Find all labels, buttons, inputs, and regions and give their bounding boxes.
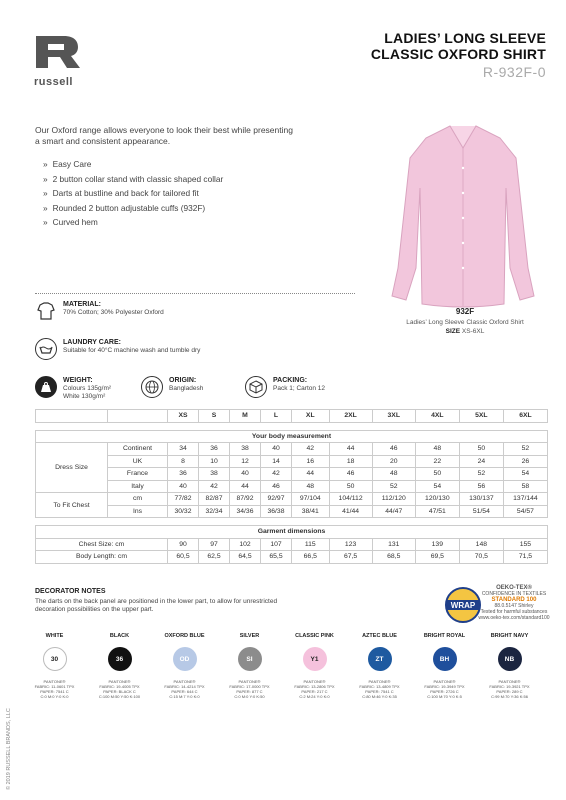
size-header: 3XL xyxy=(372,410,415,423)
table-cell: 30/32 xyxy=(168,505,199,518)
table-cell: 66,5 xyxy=(292,551,330,564)
table-cell: 148 xyxy=(459,538,503,551)
decorator-text: The darts on the back panel are positioned in the lower part, to allow for unrestricted decoration possibilities on the upper part. xyxy=(35,598,278,613)
colour-specs xyxy=(481,679,539,699)
table-cell: 112/120 xyxy=(372,493,415,506)
colour-swatch xyxy=(498,647,522,671)
colour-paper: PAPER: 877 C xyxy=(236,689,263,694)
table-cell: 87/92 xyxy=(230,493,261,506)
colour-swatch xyxy=(433,647,457,671)
table-cell: 44/47 xyxy=(372,505,415,518)
table-cell: 12 xyxy=(230,455,261,468)
table-row xyxy=(36,455,548,468)
table-cell: 42 xyxy=(261,468,292,481)
decorator-title: DECORATOR NOTES xyxy=(35,588,106,595)
weight-line1: Colours 135g/m² xyxy=(63,385,112,392)
colour-fabric: FABRIC: 19-4005 TPX xyxy=(99,684,140,689)
russell-r-logo-icon xyxy=(34,34,82,70)
colour-cmyk: C:100 M:70 Y:0 K:5 xyxy=(427,694,462,699)
colour-specs xyxy=(286,679,344,699)
colour-swatch xyxy=(43,647,67,671)
colour-paper: PAPER: 2726 C xyxy=(430,689,459,694)
row-label: Chest Size: cm xyxy=(36,538,168,551)
colour-specs xyxy=(26,679,84,699)
colour-item xyxy=(217,633,282,699)
table-cell: 40 xyxy=(261,443,292,456)
table-cell: 36/38 xyxy=(261,505,292,518)
table-cell: 44 xyxy=(292,468,330,481)
table-cell: 92/97 xyxy=(261,493,292,506)
colour-code: NB xyxy=(504,655,515,663)
table-cell: 54 xyxy=(503,468,547,481)
table-cell: 10 xyxy=(199,455,230,468)
table-cell: 60,5 xyxy=(168,551,199,564)
table-cell xyxy=(36,410,108,423)
material-head: MATERIAL: xyxy=(63,301,101,308)
colour-code: SI xyxy=(246,655,253,663)
colour-swatch xyxy=(238,647,262,671)
table-cell: 44 xyxy=(230,480,261,493)
table-cell: 139 xyxy=(415,538,459,551)
table-cell: 40 xyxy=(168,480,199,493)
table-row xyxy=(36,480,548,493)
table-cell: 38/41 xyxy=(292,505,330,518)
packing-text: Pack 1; Carton 12 xyxy=(273,385,326,392)
size-header: 5XL xyxy=(459,410,503,423)
colour-code: ZT xyxy=(375,655,384,663)
table-cell: 50 xyxy=(459,443,503,456)
table-cell: 36 xyxy=(168,468,199,481)
table-cell: 67,5 xyxy=(329,551,372,564)
table-cell: 38 xyxy=(230,443,261,456)
table-cell: 52 xyxy=(503,443,547,456)
weight-icon xyxy=(35,376,57,398)
colour-cmyk: C:99 M:70 Y:36 K:56 xyxy=(491,694,528,699)
section-row xyxy=(36,430,548,443)
size-header: XL xyxy=(292,410,330,423)
table-cell: 44 xyxy=(329,443,372,456)
colour-item xyxy=(87,633,152,699)
table-cell: 14 xyxy=(261,455,292,468)
shirt-code: 932F xyxy=(455,307,475,316)
table-cell: 52 xyxy=(459,468,503,481)
feature-item: » Curved hem xyxy=(52,215,223,230)
table-cell: 32/34 xyxy=(199,505,230,518)
table-cell: 56 xyxy=(459,480,503,493)
table-cell: 24 xyxy=(459,455,503,468)
packing-info xyxy=(245,376,325,398)
colour-item xyxy=(282,633,347,699)
colour-specs xyxy=(91,679,149,699)
size-header: 6XL xyxy=(503,410,547,423)
shirt-size xyxy=(380,328,550,335)
table-row xyxy=(36,468,548,481)
table-cell: 18 xyxy=(329,455,372,468)
colour-swatch xyxy=(303,647,327,671)
table-cell: 115 xyxy=(292,538,330,551)
row-label: UK xyxy=(108,455,168,468)
oeko-url: www.oeko-tex.com/standard100 xyxy=(478,615,550,621)
table-cell xyxy=(36,518,548,526)
size-header: L xyxy=(261,410,292,423)
table-cell: 131 xyxy=(372,538,415,551)
colour-item xyxy=(152,633,217,699)
table-cell: 104/112 xyxy=(329,493,372,506)
colour-item xyxy=(22,633,87,699)
colour-fabric: FABRIC: 14-4214 TPX xyxy=(164,684,205,689)
colour-fabric: FABRIC: 19-3921 TPX xyxy=(489,684,530,689)
table-cell: 70,5 xyxy=(459,551,503,564)
size-table xyxy=(35,409,548,564)
colour-name: OXFORD BLUE xyxy=(164,633,205,639)
table-row xyxy=(36,505,548,518)
table-cell: 16 xyxy=(292,455,330,468)
colour-name: AZTEC BLUE xyxy=(362,633,397,639)
table-row xyxy=(36,551,548,564)
table-cell: 90 xyxy=(168,538,199,551)
colour-fabric: FABRIC: 13-4809 TPX xyxy=(359,684,400,689)
origin-head: ORIGIN: xyxy=(169,377,197,384)
table-cell: 40 xyxy=(230,468,261,481)
copyright-text: © 2019 RUSSELL BRANDS, LLC xyxy=(6,708,12,790)
packing-head: PACKING: xyxy=(273,377,308,384)
row-label: Body Length: cm xyxy=(36,551,168,564)
weight-head: WEIGHT: xyxy=(63,377,93,384)
table-cell xyxy=(36,422,548,430)
table-cell: 68,5 xyxy=(372,551,415,564)
feature-item: » Rounded 2 button adjustable cuffs (932F) xyxy=(52,201,223,216)
table-cell: 48 xyxy=(372,468,415,481)
laundry-text: Suitable for 40°C machine wash and tumble dry xyxy=(63,347,201,354)
shirt-material-icon xyxy=(35,300,57,322)
table-cell: 155 xyxy=(503,538,547,551)
table-cell: 46 xyxy=(329,468,372,481)
colour-item xyxy=(477,633,542,699)
size-header: M xyxy=(230,410,261,423)
table-cell: 54/57 xyxy=(503,505,547,518)
table-cell: 107 xyxy=(261,538,292,551)
table-cell: 65,5 xyxy=(261,551,292,564)
table-cell: 48 xyxy=(292,480,330,493)
colour-pantone: PANTONE® xyxy=(368,679,391,684)
table-cell: 50 xyxy=(329,480,372,493)
colour-name: CLASSIC PINK xyxy=(295,633,334,639)
row-label: cm xyxy=(108,493,168,506)
colour-code: OD xyxy=(179,655,190,663)
colour-paper: PAPER: 7541 C xyxy=(365,689,394,694)
table-cell: 120/130 xyxy=(415,493,459,506)
table-cell: 54 xyxy=(415,480,459,493)
size-range: XS-6XL xyxy=(461,328,485,335)
laundry-info xyxy=(35,338,200,360)
table-cell: 34/36 xyxy=(230,505,261,518)
table-row xyxy=(36,538,548,551)
brand-wordmark: russell xyxy=(34,76,73,88)
colour-code: 36 xyxy=(115,655,124,663)
oeko-tex-badge xyxy=(478,585,550,621)
table-gap xyxy=(36,518,548,526)
table-cell: 22 xyxy=(415,455,459,468)
colour-specs xyxy=(351,679,409,699)
colour-swatch xyxy=(108,647,132,671)
wash-icon xyxy=(35,338,57,360)
product-code: R-932F-0 xyxy=(482,64,546,80)
table-cell: 130/137 xyxy=(459,493,503,506)
colour-code: 30 xyxy=(50,655,59,663)
table-cell: 64,5 xyxy=(230,551,261,564)
table-cell: 26 xyxy=(503,455,547,468)
colour-name: WHITE xyxy=(45,633,64,639)
table-cell: 34 xyxy=(168,443,199,456)
intro-text: Our Oxford range allows everyone to look their best while presenting a smart and consistent appearance. xyxy=(35,125,293,146)
table-cell: 71,5 xyxy=(503,551,547,564)
table-cell: 8 xyxy=(168,455,199,468)
colour-pantone: PANTONE® xyxy=(173,679,196,684)
material-text: 70% Cotton; 30% Polyester Oxford xyxy=(63,309,164,316)
origin-text: Bangladesh xyxy=(169,385,204,392)
colour-specs xyxy=(156,679,214,699)
table-cell: 51/54 xyxy=(459,505,503,518)
table-cell: 82/87 xyxy=(199,493,230,506)
oeko-sub: CONFIDENCE IN TEXTILES xyxy=(481,591,547,597)
colour-pantone: PANTONE® xyxy=(433,679,456,684)
section-row xyxy=(36,526,548,539)
table-row xyxy=(36,443,548,456)
colour-fabric: FABRIC: 11-0601 TPX xyxy=(34,684,75,689)
colour-paper: PAPER: 217 C xyxy=(301,689,328,694)
table-cell xyxy=(108,410,168,423)
colour-paper: PAPER: 289 C xyxy=(496,689,523,694)
table-cell: 42 xyxy=(292,443,330,456)
chest-label: To Fit Chest xyxy=(36,493,108,518)
shirt-name: Ladies’ Long Sleeve Classic Oxford Shirt xyxy=(406,319,524,326)
table-gap xyxy=(36,422,548,430)
table-cell: 36 xyxy=(199,443,230,456)
colour-swatches xyxy=(22,633,542,699)
table-cell: 46 xyxy=(372,443,415,456)
oeko-standard: STANDARD 100 xyxy=(491,597,537,603)
colour-pantone: PANTONE® xyxy=(238,679,261,684)
material-info xyxy=(35,300,164,322)
colour-name: BRIGHT NAVY xyxy=(490,633,529,639)
row-label: Ins xyxy=(108,505,168,518)
body-measurement-title: Your body measurement xyxy=(36,430,548,443)
colour-cmyk: C:100 M:50 Y:50 K:100 xyxy=(98,694,141,699)
divider xyxy=(35,293,355,294)
table-cell: 69,5 xyxy=(415,551,459,564)
table-cell: 46 xyxy=(261,480,292,493)
colour-specs xyxy=(416,679,474,699)
colour-code: Y1 xyxy=(310,655,319,663)
table-cell: 41/44 xyxy=(329,505,372,518)
shirt-image xyxy=(388,118,538,308)
table-cell: 50 xyxy=(415,468,459,481)
colour-paper: PAPER: 644 C xyxy=(171,689,198,694)
colour-swatch xyxy=(173,647,197,671)
box-icon xyxy=(245,376,267,398)
colour-cmyk: C:80 M:46 Y:0 K:35 xyxy=(362,694,397,699)
row-label: France xyxy=(108,468,168,481)
table-cell: 48 xyxy=(415,443,459,456)
origin-info xyxy=(141,376,203,398)
feature-item: » 2 button collar stand with classic shaped collar xyxy=(52,172,223,187)
weight-line2: White 130g/m² xyxy=(63,393,106,400)
colour-name: BRIGHT ROYAL xyxy=(423,633,466,639)
colour-pantone: PANTONE® xyxy=(303,679,326,684)
colour-cmyk: C:0 M:0 Y:0 K:0 xyxy=(40,694,69,699)
dress-size-label: Dress Size xyxy=(36,443,108,493)
colour-cmyk: C:2 M:24 Y:0 K:0 xyxy=(299,694,330,699)
oeko-tested: Tested for harmful substances xyxy=(480,609,548,615)
size-header-row xyxy=(36,410,548,423)
garment-dimensions-title: Garment dimensions xyxy=(36,526,548,539)
colour-pantone: PANTONE® xyxy=(43,679,66,684)
table-cell: 47/51 xyxy=(415,505,459,518)
colour-cmyk: C:15 M:7 Y:0 K:0 xyxy=(169,694,200,699)
product-title-line2: CLASSIC OXFORD SHIRT xyxy=(370,46,546,62)
table-cell: 52 xyxy=(372,480,415,493)
brand-logo xyxy=(34,34,86,88)
colour-item xyxy=(412,633,477,699)
table-cell: 42 xyxy=(199,480,230,493)
size-header: S xyxy=(199,410,230,423)
size-label: SIZE xyxy=(445,328,461,335)
table-cell: 20 xyxy=(372,455,415,468)
feature-item: » Darts at bustline and back for tailored fit xyxy=(52,186,223,201)
weight-info xyxy=(35,376,111,401)
colour-code: BH xyxy=(439,655,450,663)
table-cell: 62,5 xyxy=(199,551,230,564)
row-label: Continent xyxy=(108,443,168,456)
colour-fabric: FABRIC: 19-3949 TPX xyxy=(424,684,465,689)
feature-list xyxy=(52,157,223,230)
colour-paper: PAPER: 7541 C xyxy=(40,689,69,694)
table-cell: 97 xyxy=(199,538,230,551)
colour-specs xyxy=(221,679,279,699)
colour-name: BLACK xyxy=(109,633,130,639)
size-header: 2XL xyxy=(329,410,372,423)
product-title-line1: LADIES’ LONG SLEEVE xyxy=(384,30,546,46)
size-header: XS xyxy=(168,410,199,423)
colour-paper: PAPER: BLACK C xyxy=(103,689,136,694)
colour-pantone: PANTONE® xyxy=(498,679,521,684)
colour-cmyk: C:0 M:0 Y:0 K:50 xyxy=(234,694,265,699)
colour-fabric: FABRIC: 17-0000 TPX xyxy=(229,684,270,689)
feature-item: » Easy Care xyxy=(52,157,223,172)
colour-fabric: FABRIC: 13-2806 TPX xyxy=(294,684,335,689)
colour-pantone: PANTONE® xyxy=(108,679,131,684)
table-cell: 58 xyxy=(503,480,547,493)
size-header: 4XL xyxy=(415,410,459,423)
laundry-head: LAUNDRY CARE: xyxy=(63,339,121,346)
table-cell: 102 xyxy=(230,538,261,551)
table-cell: 137/144 xyxy=(503,493,547,506)
title-block xyxy=(371,30,546,81)
table-row xyxy=(36,493,548,506)
globe-icon xyxy=(141,376,163,398)
oeko-cert-no: 88.0.5147 Shirley xyxy=(494,603,534,609)
colour-name: SILVER xyxy=(239,633,260,639)
oeko-title: OEKO-TEX® xyxy=(496,585,532,591)
wrap-label: WRAP xyxy=(450,601,476,610)
table-cell: 123 xyxy=(329,538,372,551)
table-cell: 38 xyxy=(199,468,230,481)
colour-swatch xyxy=(368,647,392,671)
table-cell: 77/82 xyxy=(168,493,199,506)
table-cell: 97/104 xyxy=(292,493,330,506)
colour-item xyxy=(347,633,412,699)
row-label: Italy xyxy=(108,480,168,493)
